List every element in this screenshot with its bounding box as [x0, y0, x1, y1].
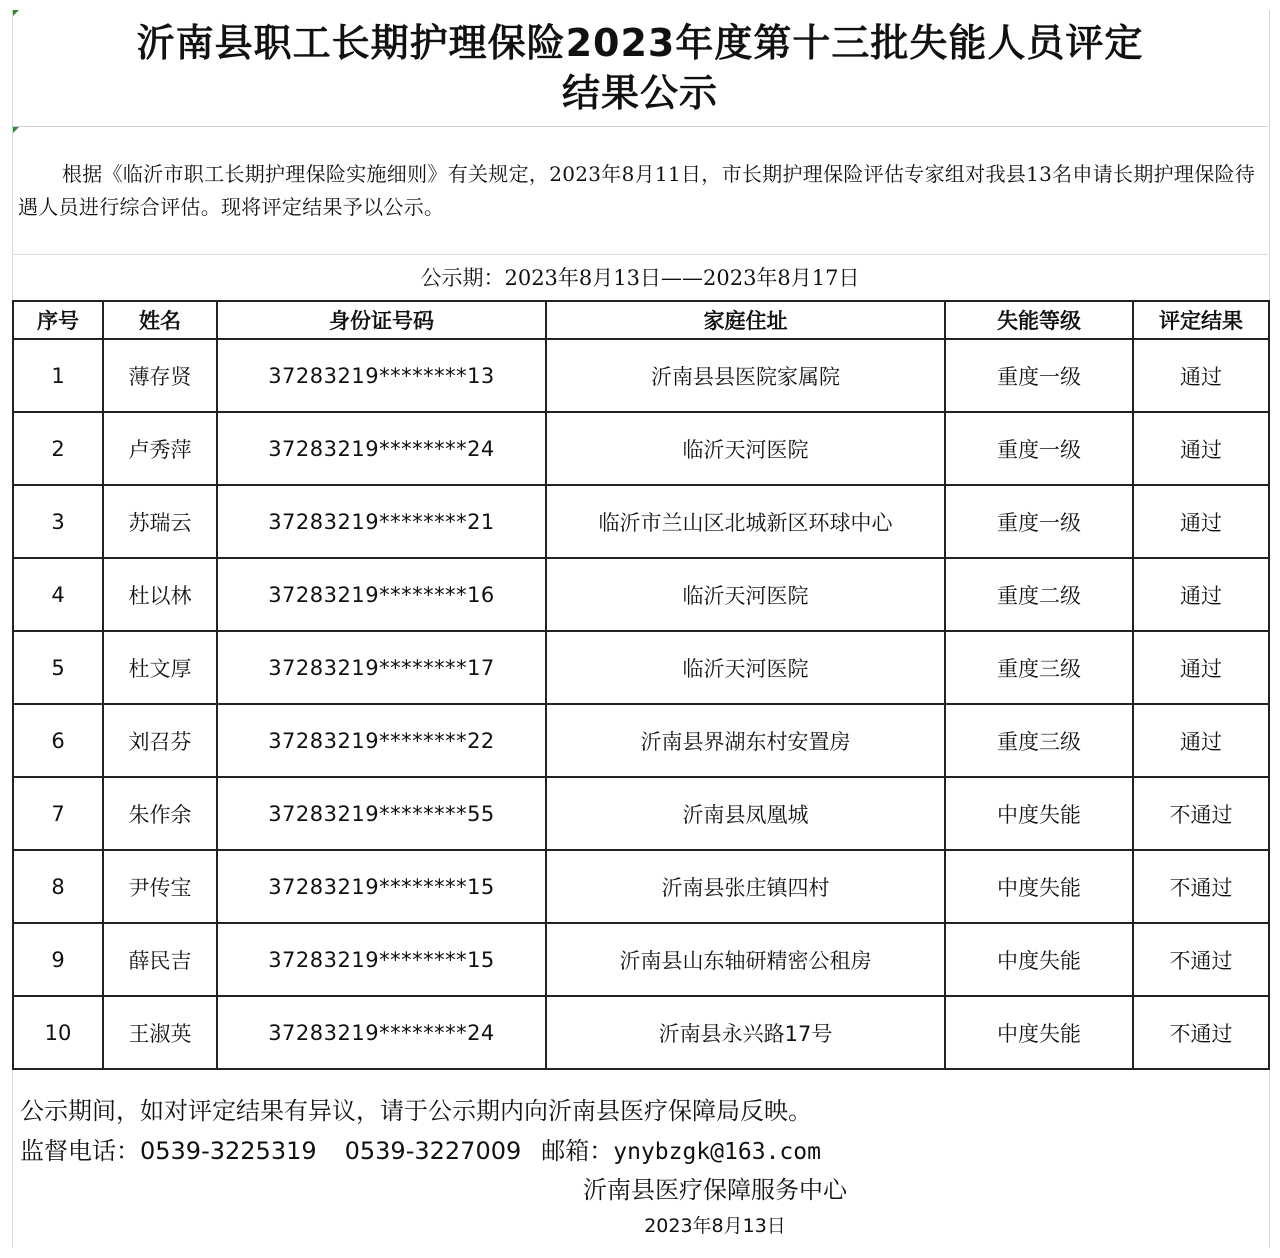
table-row: [13, 485, 1269, 558]
issue-date: 2023年8月13日: [644, 1215, 786, 1237]
cell-name: 苏瑞云: [103, 485, 217, 558]
cell-address: 沂南县山东轴研精密公租房: [546, 923, 945, 996]
intro-paragraph: 根据《临沂市职工长期护理保险实施细则》有关规定，2023年8月11日，市长期护理保险评估专家组对我县13名申请长期护理保险待遇人员进行综合评估。现将评定结果予以公示。: [18, 162, 1256, 219]
cell-id-number: 37283219********15: [217, 923, 546, 996]
table-row: [13, 923, 1269, 996]
results-table: [12, 300, 1270, 1070]
cell-disability-level: 重度三级: [945, 704, 1133, 777]
table-row: [13, 558, 1269, 631]
table-row: [13, 704, 1269, 777]
issuing-organization: 沂南县医疗保障服务中心: [583, 1176, 847, 1204]
cell-result: 不通过: [1133, 923, 1269, 996]
page-title: 沂南县职工长期护理保险2023年度第十三批失能人员评定: [136, 21, 1144, 65]
cell-id-number: 37283219********15: [217, 850, 546, 923]
cell-seq: 4: [13, 558, 103, 631]
cell-address: 沂南县永兴路17号: [546, 996, 945, 1069]
header-seq: 序号: [13, 301, 103, 339]
cell-disability-level: 中度失能: [945, 850, 1133, 923]
cell-result: 通过: [1133, 412, 1269, 485]
cell-seq: 8: [13, 850, 103, 923]
cell-address: 临沂天河医院: [546, 631, 945, 704]
cell-result: 不通过: [1133, 850, 1269, 923]
cell-id-number: 37283219********16: [217, 558, 546, 631]
cell-name: 卢秀萍: [103, 412, 217, 485]
table-header-row: [13, 301, 1269, 339]
email-address: ynybzgk@163.com: [613, 1139, 821, 1165]
cell-result: 通过: [1133, 631, 1269, 704]
cell-address: 沂南县界湖东村安置房: [546, 704, 945, 777]
cell-result: 不通过: [1133, 777, 1269, 850]
phone-number-2: 0539-3227009: [344, 1137, 522, 1165]
cell-disability-level: 重度一级: [945, 339, 1133, 412]
page-title-line2: 结果公示: [561, 71, 718, 115]
phone-label: 监督电话：: [20, 1137, 140, 1165]
cell-corner-marker: [13, 127, 19, 133]
table-row: [13, 412, 1269, 485]
cell-name: 杜以林: [103, 558, 217, 631]
cell-id-number: 37283219********21: [217, 485, 546, 558]
cell-seq: 5: [13, 631, 103, 704]
cell-disability-level: 重度一级: [945, 412, 1133, 485]
cell-seq: 9: [13, 923, 103, 996]
cell-address: 沂南县凤凰城: [546, 777, 945, 850]
contact-line: [20, 1131, 821, 1172]
objection-note: 公示期间，如对评定结果有异议，请于公示期内向沂南县医疗保障局反映。: [20, 1097, 812, 1125]
header-disability-level: 失能等级: [945, 301, 1133, 339]
phone-number-1: 0539-3225319: [140, 1137, 317, 1165]
cell-address: 沂南县张庄镇四村: [546, 850, 945, 923]
cell-name: 朱作余: [103, 777, 217, 850]
cell-address: 临沂天河医院: [546, 412, 945, 485]
header-name: 姓名: [103, 301, 217, 339]
publicity-period: 公示期：2023年8月13日——2023年8月17日: [420, 266, 860, 290]
cell-seq: 3: [13, 485, 103, 558]
title-block: [12, 6, 1268, 127]
cell-name: 尹传宝: [103, 850, 217, 923]
cell-id-number: 37283219********17: [217, 631, 546, 704]
cell-seq: 2: [13, 412, 103, 485]
cell-id-number: 37283219********55: [217, 777, 546, 850]
cell-disability-level: 重度三级: [945, 631, 1133, 704]
cell-result: 通过: [1133, 704, 1269, 777]
cell-disability-level: 重度一级: [945, 485, 1133, 558]
cell-seq: 1: [13, 339, 103, 412]
cell-seq: 7: [13, 777, 103, 850]
header-id-number: 身份证号码: [217, 301, 546, 339]
cell-disability-level: 中度失能: [945, 777, 1133, 850]
cell-disability-level: 中度失能: [945, 923, 1133, 996]
cell-name: 杜文厚: [103, 631, 217, 704]
cell-result: 不通过: [1133, 996, 1269, 1069]
cell-seq: 10: [13, 996, 103, 1069]
cell-seq: 6: [13, 704, 103, 777]
cell-result: 通过: [1133, 339, 1269, 412]
table-row: [13, 631, 1269, 704]
table-row: [13, 339, 1269, 412]
cell-id-number: 37283219********22: [217, 704, 546, 777]
cell-id-number: 37283219********24: [217, 412, 546, 485]
cell-name: 刘召芬: [103, 704, 217, 777]
header-result: 评定结果: [1133, 301, 1269, 339]
divider: [12, 254, 1268, 255]
cell-name: 王淑英: [103, 996, 217, 1069]
cell-address: 临沂市兰山区北城新区环球中心: [546, 485, 945, 558]
table-row: [13, 850, 1269, 923]
cell-result: 通过: [1133, 558, 1269, 631]
table-row: [13, 777, 1269, 850]
header-address: 家庭住址: [546, 301, 945, 339]
cell-disability-level: 重度二级: [945, 558, 1133, 631]
cell-result: 通过: [1133, 485, 1269, 558]
cell-id-number: 37283219********13: [217, 339, 546, 412]
email-label: 邮箱：: [541, 1137, 614, 1165]
cell-address: 沂南县县医院家属院: [546, 339, 945, 412]
table-row: [13, 996, 1269, 1069]
cell-address: 临沂天河医院: [546, 558, 945, 631]
cell-name: 薛民吉: [103, 923, 217, 996]
cell-disability-level: 中度失能: [945, 996, 1133, 1069]
cell-id-number: 37283219********24: [217, 996, 546, 1069]
cell-name: 薄存贤: [103, 339, 217, 412]
